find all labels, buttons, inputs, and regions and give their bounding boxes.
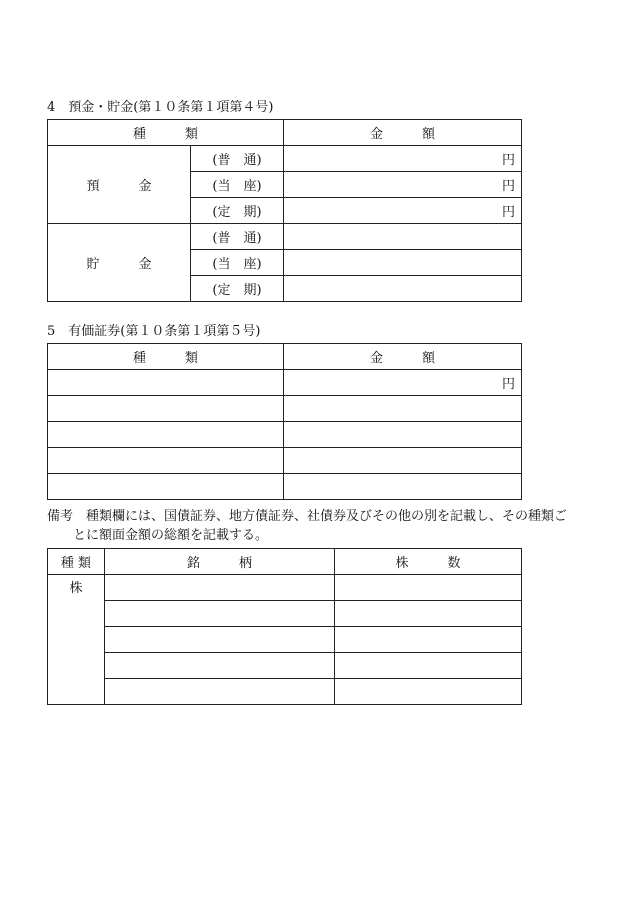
stock-row-shares bbox=[335, 575, 522, 601]
deposit-current-label: (当 座) bbox=[191, 172, 284, 198]
savings-current-label: (当 座) bbox=[191, 250, 284, 276]
stock-col-name-header: 銘 柄 bbox=[105, 549, 335, 575]
deposit-fixed-label: (定 期) bbox=[191, 198, 284, 224]
securities-row-type bbox=[48, 370, 284, 396]
deposit-fixed-amount: 円 bbox=[284, 198, 522, 224]
deposit-ordinary-amount: 円 bbox=[284, 146, 522, 172]
stock-row-shares bbox=[335, 601, 522, 627]
savings-ordinary-amount bbox=[284, 224, 522, 250]
stock-row-name bbox=[105, 601, 335, 627]
deposit-ordinary-label: (普 通) bbox=[191, 146, 284, 172]
deposit-col-type-header: 種 類 bbox=[48, 120, 284, 146]
securities-table bbox=[47, 343, 522, 500]
securities-row-amount bbox=[284, 396, 522, 422]
stock-row-shares bbox=[335, 627, 522, 653]
stock-table bbox=[47, 548, 522, 705]
stock-col-shares-header: 株 数 bbox=[335, 549, 522, 575]
deposit-col-amount-header: 金 額 bbox=[284, 120, 522, 146]
stock-type-cell: 株 bbox=[48, 575, 105, 705]
remarks bbox=[47, 507, 592, 545]
savings-fixed-amount bbox=[284, 276, 522, 302]
securities-row-amount: 円 bbox=[284, 370, 522, 396]
savings-fixed-label: (定 期) bbox=[191, 276, 284, 302]
securities-row-type bbox=[48, 474, 284, 500]
securities-row-type bbox=[48, 448, 284, 474]
stock-row-name bbox=[105, 653, 335, 679]
securities-row-type bbox=[48, 422, 284, 448]
securities-row-amount bbox=[284, 474, 522, 500]
savings-label: 貯 金 bbox=[48, 224, 191, 302]
securities-row-type bbox=[48, 396, 284, 422]
deposit-label: 預 金 bbox=[48, 146, 191, 224]
securities-col-type-header: 種 類 bbox=[48, 344, 284, 370]
stock-row-name bbox=[105, 575, 335, 601]
remarks-line1: 備考 種類欄には、国債証券、地方債証券、社債券及びその他の別を記載し、その種類ご bbox=[47, 509, 568, 524]
remarks-line2: とに額面金額の総額を記載する。 bbox=[73, 528, 269, 543]
section4-title: 4 預金・貯金(第１０条第１項第４号) bbox=[47, 100, 274, 115]
stock-row-shares bbox=[335, 653, 522, 679]
savings-ordinary-label: (普 通) bbox=[191, 224, 284, 250]
stock-row-name bbox=[105, 679, 335, 705]
stock-row-name bbox=[105, 627, 335, 653]
stock-col-type-header: 種 類 bbox=[48, 549, 105, 575]
stock-row-shares bbox=[335, 679, 522, 705]
securities-row-amount bbox=[284, 422, 522, 448]
deposit-table bbox=[47, 119, 522, 302]
securities-col-amount-header: 金 額 bbox=[284, 344, 522, 370]
deposit-current-amount: 円 bbox=[284, 172, 522, 198]
section5-title: 5 有価証券(第１０条第１項第５号) bbox=[47, 324, 261, 339]
securities-row-amount bbox=[284, 448, 522, 474]
savings-current-amount bbox=[284, 250, 522, 276]
